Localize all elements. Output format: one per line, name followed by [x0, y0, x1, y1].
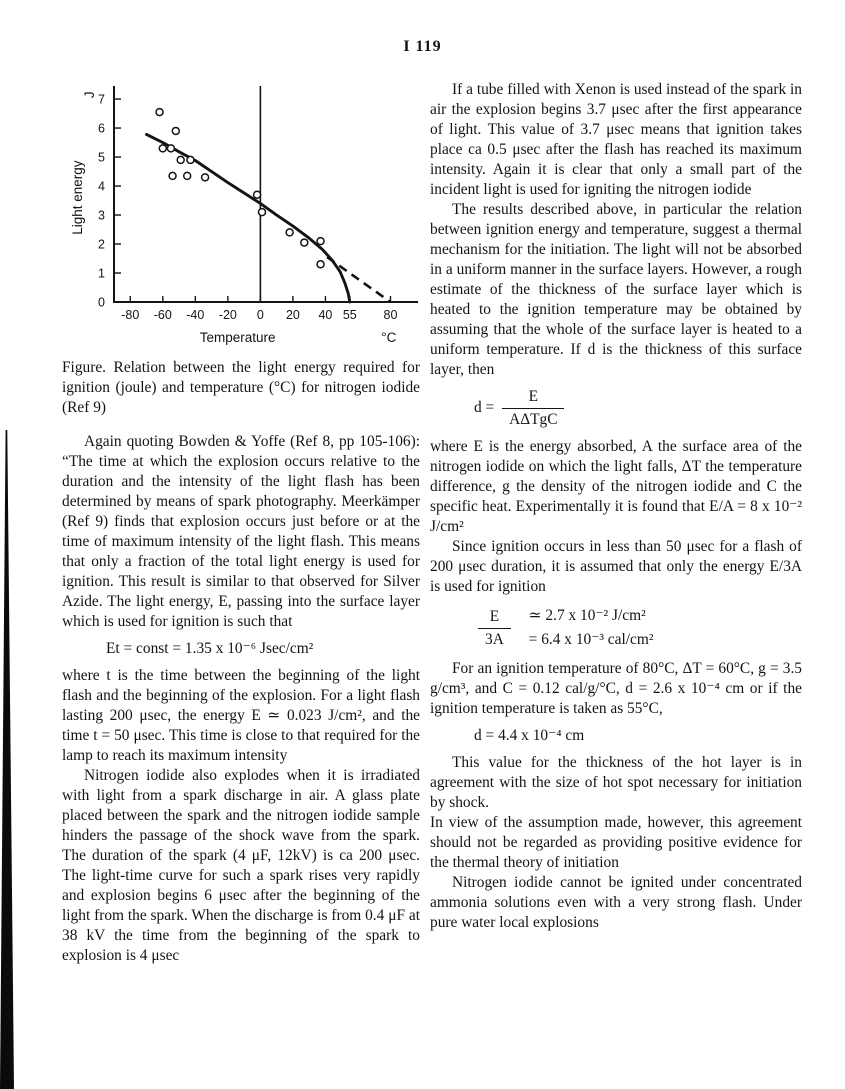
- y-tick-label: 6: [98, 121, 105, 136]
- data-point: [254, 191, 261, 198]
- equation-d-value: [474, 726, 802, 746]
- page-number: I 119: [403, 38, 442, 55]
- data-point: [187, 156, 194, 163]
- data-point: [317, 261, 324, 268]
- y-tick-label: 4: [98, 179, 105, 194]
- equation-et-text: Et = const = 1.35 x 10⁻⁶ Jsec/cm²: [106, 640, 314, 657]
- y-tick-label: 1: [98, 266, 105, 281]
- y-tick-label: 3: [98, 208, 105, 223]
- x-tick-label: 20: [285, 308, 300, 322]
- y-axis-title: Light energy: [70, 160, 85, 235]
- x-tick-label: 40: [318, 308, 333, 322]
- paragraph-xenon: If a tube filled with Xenon is used instead of the spark in air the explosion begins 3.7 μsec after the first appearance of light. This value of 3.7 μsec means that ignition takes place ca 0.5 μsec after the flash has reached its maximum intensity. Again it is clear that only a small part of the incident light is used for igniting the nitrogen iodide: [430, 81, 802, 198]
- data-point: [172, 127, 179, 134]
- equation-result-lines: [529, 604, 654, 652]
- equation-e-over-3a: [474, 604, 802, 652]
- x-axis-title: Temperature: [199, 330, 276, 345]
- y-tick-label: 2: [98, 237, 105, 252]
- x-tick-label: -60: [153, 308, 172, 322]
- paragraph-nitrogen-spark: Nitrogen iodide also explodes when it is irradiated with light from a spark discharge in air. A glass plate placed between the spark and the nitrogen iodide sample hinders the passage of the shock wave from the spark. The duration of the spark (4 μF, 12kV) is ca 200 μsec. The light-time curve for such a spark rises very rapidly and explosion begins 6 μsec after the beginning of the light from the spark. When the discharge is from 0.4 μF at 38 kV the time from the beginning of the spark to explosion is 4 μsec: [62, 767, 420, 964]
- equation-d-thickness: [474, 387, 802, 430]
- x-tick-label: 80: [383, 308, 398, 322]
- fraction-numerator: E: [478, 607, 511, 629]
- data-point: [159, 145, 166, 152]
- dashed-extrapolation-line: [327, 257, 390, 302]
- paragraph-hot-layer: This value for the thickness of the hot layer is in agreement with the size of hot spot necessary for initiation by shock.: [430, 754, 802, 811]
- fraction-denominator: AΔTgC: [509, 411, 558, 428]
- paragraph-thermal-mechanism: The results described above, in particular the relation between ignition energy and temperature, suggest a thermal mechanism for the initiation. The light will not be absorbed in a uniform manner in the surface layers. However, a rough estimate of the thickness of the surface layer which is heated to the ignition temperature may be obtained by assuming that the whole of the surface layer is heated to a uniform temperature. If d is the thickness of this surface layer, then: [430, 201, 802, 378]
- left-column: [62, 78, 420, 966]
- x-tick-label: -40: [186, 308, 205, 322]
- fraction: [478, 607, 511, 650]
- equation-result-line: ≃ 2.7 x 10⁻² J/cm²: [528, 607, 646, 624]
- fraction-numerator: E: [502, 387, 564, 409]
- paragraph-ammonia: Nitrogen iodide cannot be ignited under concentrated ammonia solutions even with a very strong flash. Under pure water local explosions: [430, 874, 802, 931]
- data-point: [286, 229, 293, 236]
- figure-caption: Figure. Relation between the light energy required for ignition (joule) and temperature (°C) for nitrogen iodide (Ref 9): [62, 359, 420, 416]
- data-point: [301, 239, 308, 246]
- paragraph-bowden-quote: Again quoting Bowden & Yoffe (Ref 8, pp 105-106): “The time at which the explosion occurs relative to the duration and the intensity of the light flash has been determined by means of spark photography. Meerkämper (Ref 9) finds that explosion occurs just before or at the time of maximum intensity of the light flash. This means that only a fraction of the total light energy is used for ignition. This result is similar to that observed for Silver Azide. The light energy, E, passing into the surface layer which is used for ignition is such that: [62, 433, 420, 630]
- y-tick-label: 5: [98, 150, 105, 165]
- paragraph-since-ignition: Since ignition occurs in less than 50 μsec for a flash of 200 μsec duration, it is assumed that only the energy E/3A is used for ignition: [430, 538, 802, 595]
- equation-et-const: [106, 639, 420, 659]
- equation-result-line: = 6.4 x 10⁻³ cal/cm²: [528, 631, 654, 648]
- paragraph-where-e: where E is the energy absorbed, A the surface area of the nitrogen iodide on which the light falls, ΔT the temperature difference, g the density of the nitrogen iodide and C the specific heat. Experimentally it is found that E/A = 8 x 10⁻² J/cm²: [430, 438, 802, 535]
- x-tick-label: -20: [218, 308, 237, 322]
- x-axis-unit: °C: [381, 330, 397, 345]
- ignition-energy-temperature-chart: [62, 78, 420, 350]
- data-point: [184, 172, 191, 179]
- x-tick-label: 55: [342, 308, 357, 322]
- data-point: [156, 109, 163, 116]
- paragraph-where-t: where t is the time between the beginning of the light flash and the beginning of the explosion. For a light flash lasting 200 μsec, the energy E ≃ 0.023 J/cm², and the time t = 50 μsec. This time is close to that required for the lamp to reach its maximum intensity: [62, 667, 420, 764]
- y-axis-unit: J: [82, 91, 97, 99]
- paragraph-ignition-temperature: For an ignition temperature of 80°C, ΔT = 60°C, g = 3.5 g/cm³, and C = 0.12 cal/g/°C, d = 2.6 x 10⁻⁴ cm or if the ignition temperature is taken as 55°C,: [430, 660, 802, 717]
- paragraph-assumption: In view of the assumption made, however, this agreement should not be regarded as providing positive evidence for the thermal theory of initiation: [430, 814, 802, 871]
- data-point: [259, 209, 266, 216]
- equation-d-lhs: d =: [474, 399, 495, 417]
- x-tick-label: -80: [121, 308, 140, 322]
- fraction: [502, 387, 564, 430]
- fraction-denominator: 3A: [485, 630, 504, 648]
- x-tick-label: 0: [256, 308, 264, 322]
- data-point: [167, 145, 174, 152]
- data-point: [177, 156, 184, 163]
- equation-d-value-text: d = 4.4 x 10⁻⁴ cm: [474, 727, 585, 744]
- scan-gutter-shadow: [0, 430, 14, 1089]
- right-column: [430, 80, 802, 933]
- y-tick-label: 0: [98, 295, 105, 310]
- data-point: [169, 172, 176, 179]
- data-point: [202, 174, 209, 181]
- data-point: [317, 238, 324, 245]
- y-tick-label: 7: [98, 92, 105, 107]
